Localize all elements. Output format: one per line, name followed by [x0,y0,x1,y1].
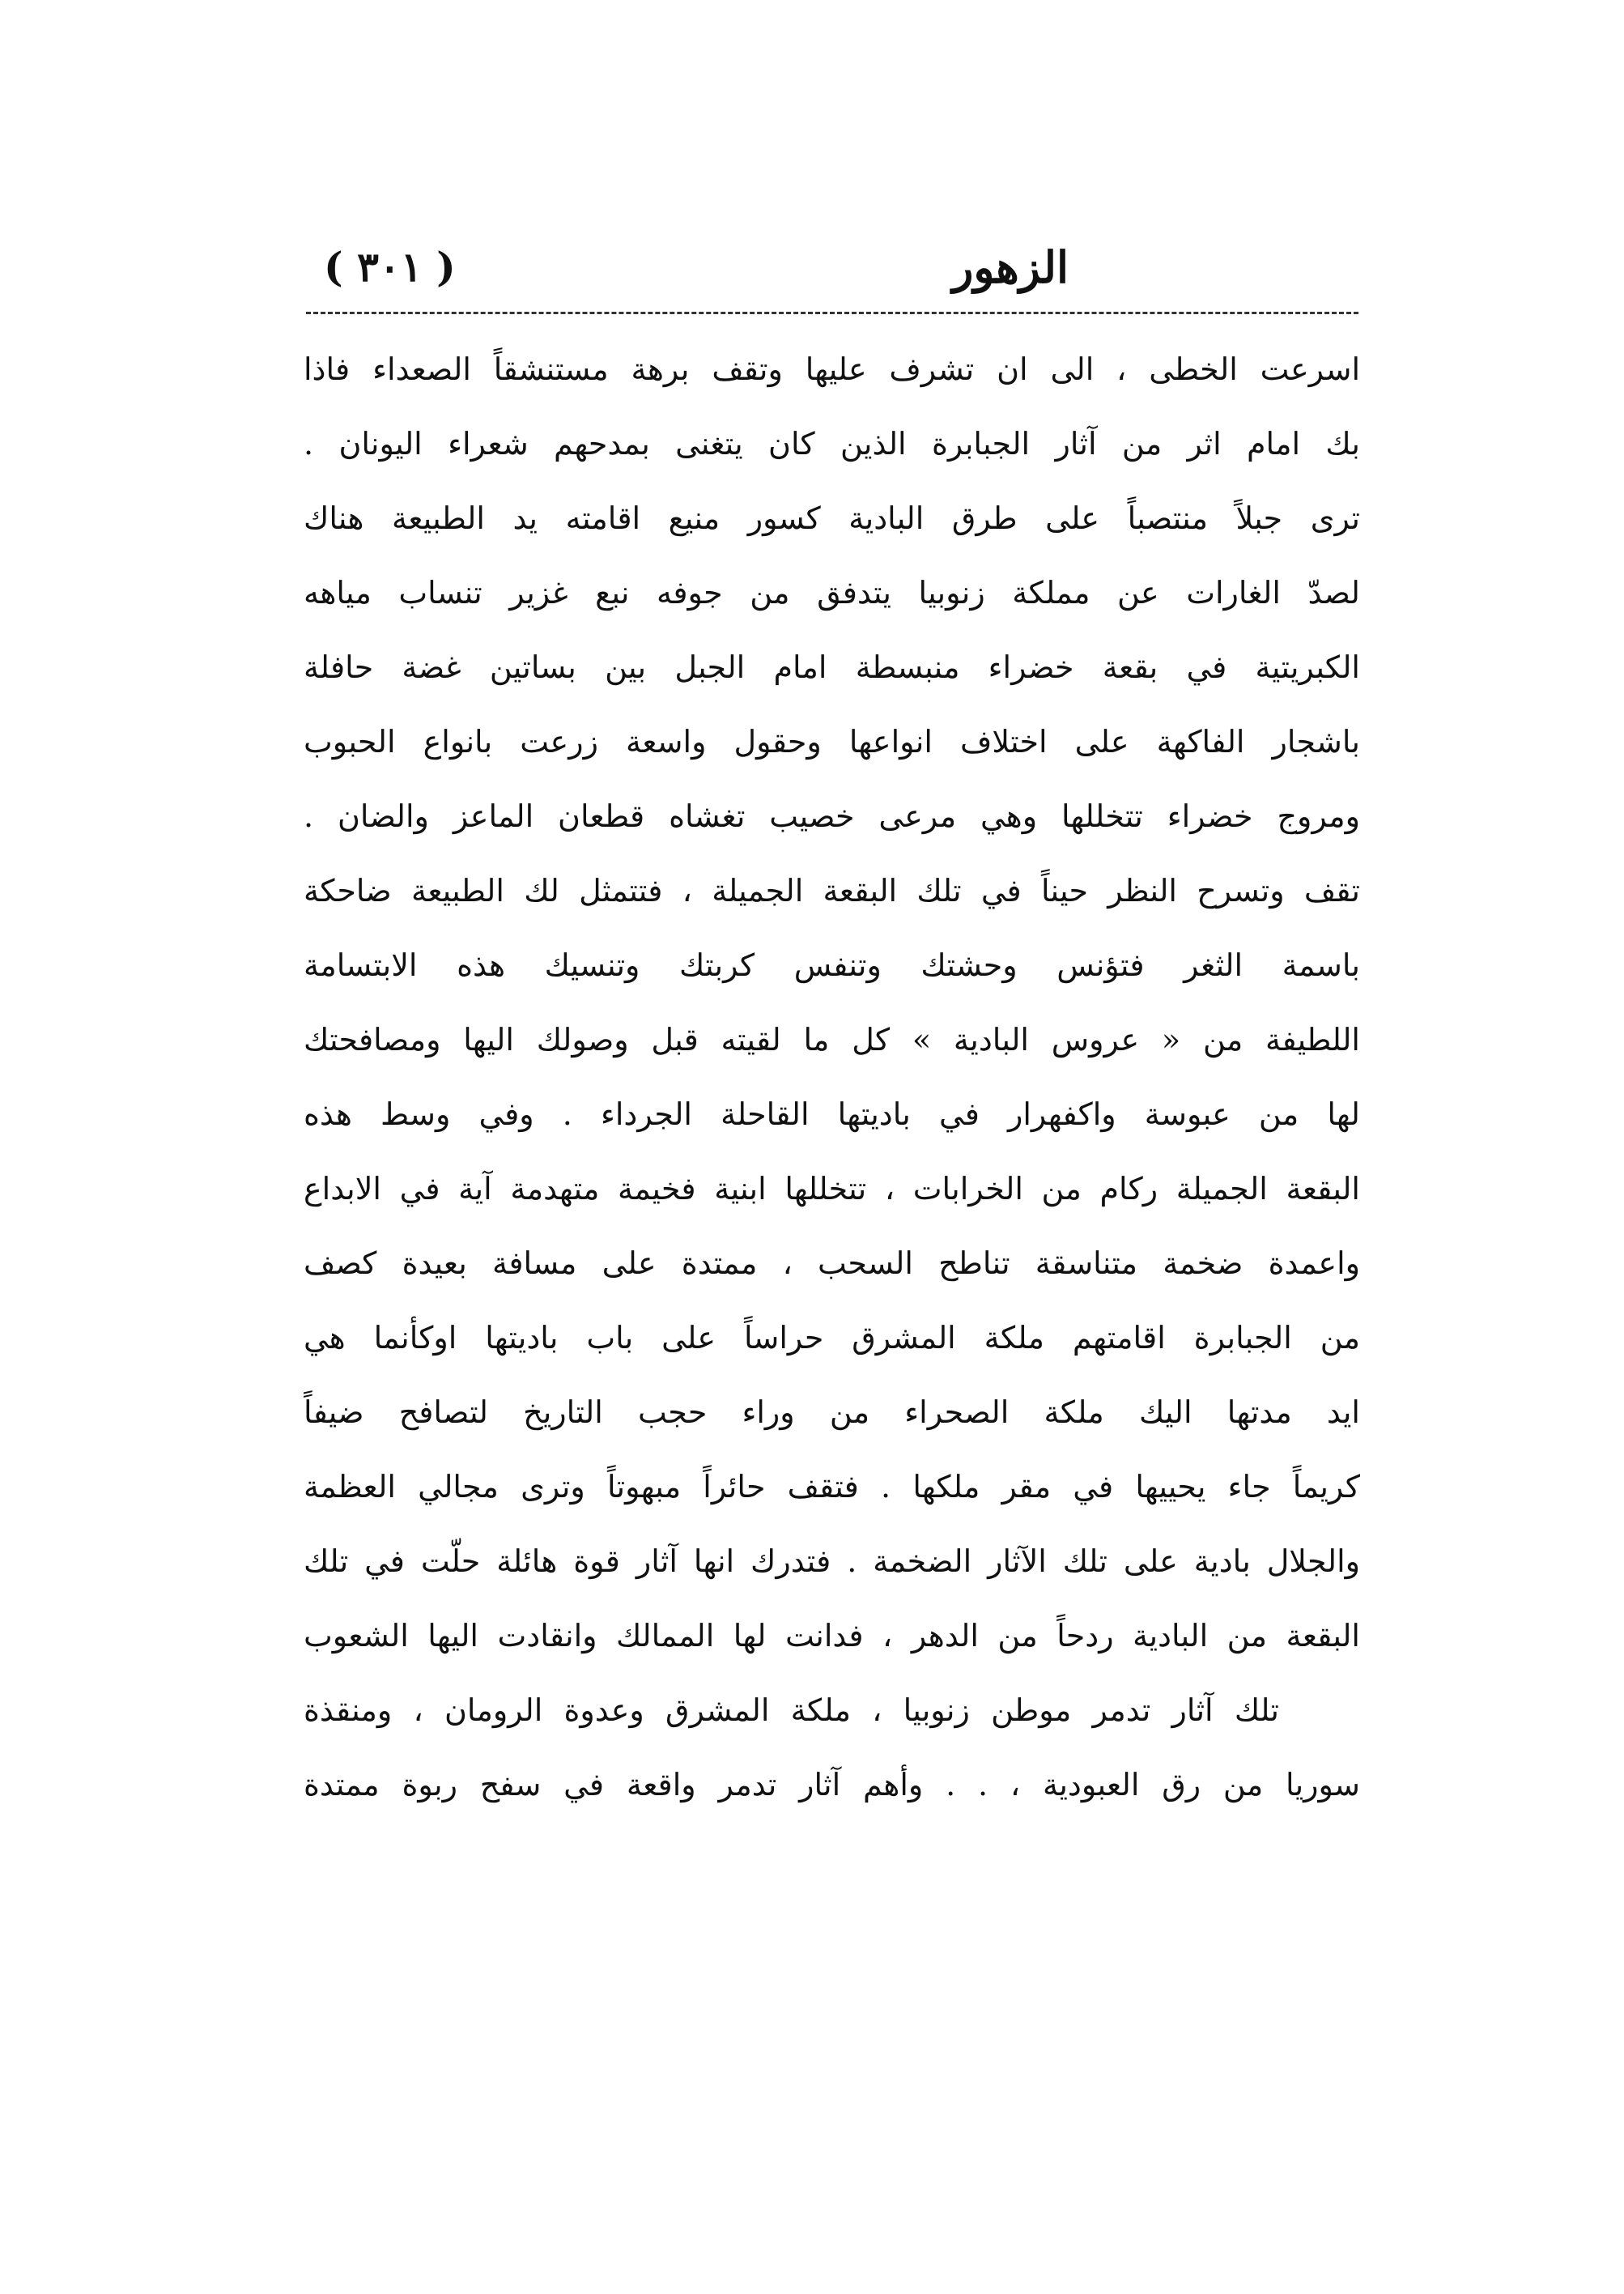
text-line: والجلال بادية على تلك الآثار الضخمة . فتدرك انها آثار قوة هائلة حلّت في تلك [304,1543,1360,1579]
text-line: تلك آثار تدمر موطن زنوبيا ، ملكة المشرق وعدوة الرومان ، ومنقذة [304,1692,1279,1728]
text-line: باشجار الفاكهة على اختلاف انواعها وحقول واسعة زرعت بانواع الحبوب [304,724,1360,760]
text-line: بك امام اثر من آثار الجبابرة الذين كان يتغنى بمدحهم شعراء اليونان . [304,426,1360,462]
text-line: البقعة من البادية ردحاً من الدهر ، فدانت لها الممالك وانقادت اليها الشعوب [304,1618,1360,1653]
text-line: تقف وتسرح النظر حيناً في تلك البقعة الجميلة ، فتتمثل لك الطبيعة ضاحكة [304,873,1360,909]
page-number: ( ٣٠١ ) [324,243,456,291]
text-line: الكبريتية في بقعة خضراء منبسطة امام الجبل بين بساتين غضة حافلة [304,649,1360,685]
text-line: ترى جبلاً منتصباً على طرق البادية كسور منيع اقامته يد الطبيعة هناك [304,500,1360,536]
text-line: باسمة الثغر فتؤنس وحشتك وتنفس كربتك وتنسيك هذه الابتسامة [304,947,1360,983]
text-line: ومروج خضراء تتخللها وهي مرعى خصيب تغشاه قطعان الماعز والضان . [304,798,1360,834]
header-divider [306,312,1358,314]
body-text [304,332,1360,1822]
text-line: اللطيفة من « عروس البادية » كل ما لقيته قبل وصولك اليها ومصافحتك [304,1022,1360,1058]
text-line: كريماً جاء يحييها في مقر ملكها . فتقف حائراً مبهوتاً وترى مجالي العظمة [304,1469,1360,1505]
text-line: ايد مدتها اليك ملكة الصحراء من وراء حجب التاريخ لتصافح ضيفاً [304,1394,1360,1430]
page-header [300,235,1344,300]
text-line: اسرعت الخطى ، الى ان تشرف عليها وتقف برهة مستنشقاً الصعداء فاذا [304,351,1360,387]
running-title: الزهور [952,241,1069,293]
text-line: سوريا من رق العبودية ، . . وأهم آثار تدمر واقعة في سفح ربوة ممتدة [304,1767,1360,1802]
paragraph-1 [304,332,1360,1673]
text-line: من الجبابرة اقامتهم ملكة المشرق حراساً على باب باديتها اوكأنما هي [304,1320,1360,1356]
paragraph-2 [304,1673,1360,1822]
text-line: لصدّ الغارات عن مملكة زنوبيا يتدفق من جوفه نبع غزير تنساب مياهه [304,575,1360,611]
text-line: البقعة الجميلة ركام من الخرابات ، تتخللها ابنية فخيمة متهدمة آية في الابداع [304,1171,1360,1207]
text-line: واعمدة ضخمة متناسقة تناطح السحب ، ممتدة على مسافة بعيدة كصف [304,1245,1360,1281]
text-line: لها من عبوسة واكفهرار في باديتها القاحلة الجرداء . وفي وسط هذه [304,1096,1360,1132]
